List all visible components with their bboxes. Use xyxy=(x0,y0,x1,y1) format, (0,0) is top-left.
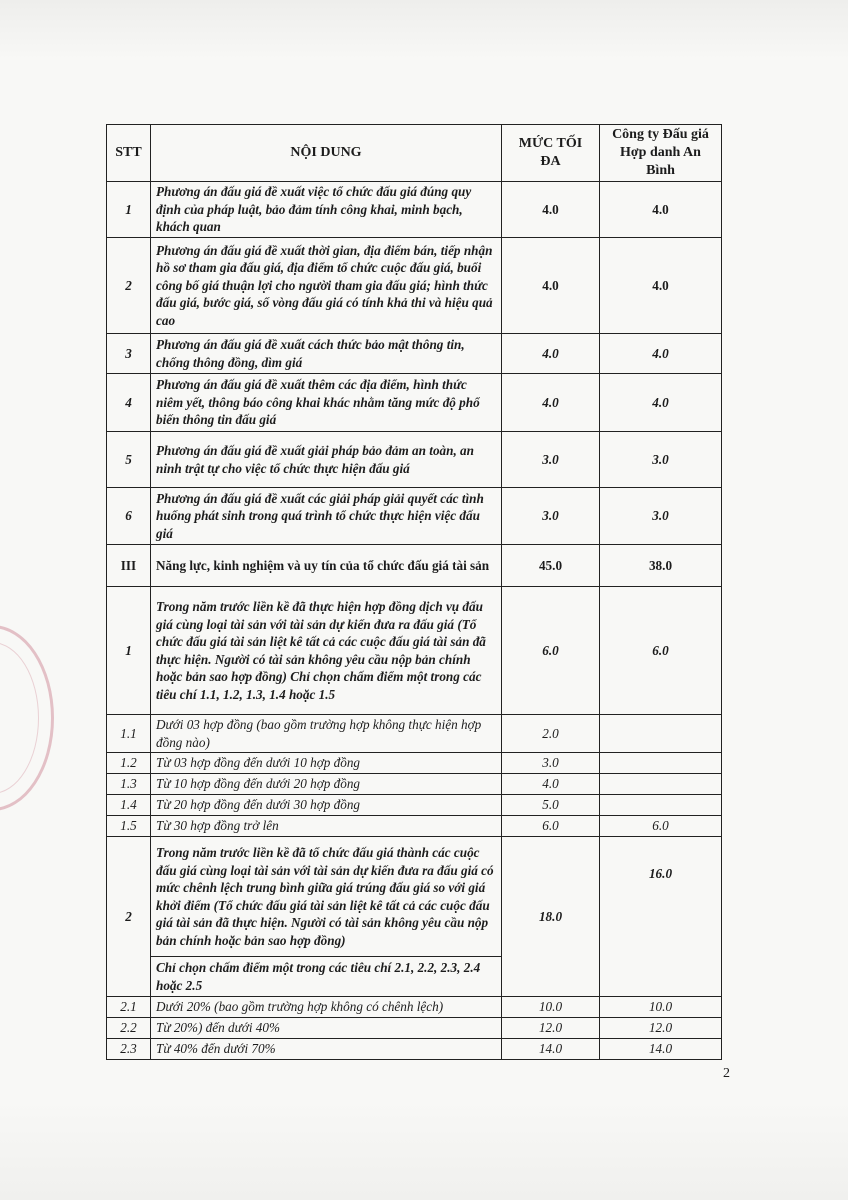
row-content: Phương án đấu giá đề xuất giải pháp bảo đảm an toàn, an ninh trật tự cho việc tổ chức thực hiện đấu giá xyxy=(151,432,502,488)
row-max: 3.0 xyxy=(502,488,600,545)
row-stt: 1.2 xyxy=(107,753,151,774)
row-score: 4.0 xyxy=(600,334,722,374)
row-max: 2.0 xyxy=(502,715,600,753)
row-content: Phương án đấu giá đề xuất việc tổ chức đấu giá đúng quy định của pháp luật, bảo đảm tính công khai, minh bạch, khách quan xyxy=(151,182,502,238)
row-content: Năng lực, kinh nghiệm và uy tín của tổ chức đấu giá tài sản xyxy=(151,545,502,587)
table-row xyxy=(107,334,722,374)
row-content: Từ 30 hợp đồng trở lên xyxy=(151,816,502,837)
row-max: 4.0 xyxy=(502,374,600,432)
table-row xyxy=(107,816,722,837)
row-content: Dưới 20% (bao gồm trường hợp không có chênh lệch) xyxy=(151,997,502,1018)
scoring-table xyxy=(106,124,722,1060)
row-score: 16.0 xyxy=(600,837,722,997)
table-header-row xyxy=(107,125,722,182)
row-score xyxy=(600,715,722,753)
header-company: Công ty Đấu giá Hợp danh An Bình xyxy=(600,125,722,182)
row-stt: 2 xyxy=(107,837,151,997)
row-stt: 1.1 xyxy=(107,715,151,753)
table-row xyxy=(107,774,722,795)
row-content: Trong năm trước liền kề đã tổ chức đấu giá thành các cuộc đấu giá cùng loại tài sản với tài sản dự kiến đưa ra đấu giá có mức chênh lệch trung bình giữa giá trúng đấu giá so với giá khởi điểm (Tổ chức đấu giá tài sản liệt kê tất cả các cuộc đấu giá tài sản đã thực hiện. Người có tài sản không yêu cầu nộp bản chính hoặc bản sao hợp đồng) xyxy=(151,837,502,957)
row-score: 38.0 xyxy=(600,545,722,587)
header-stt: STT xyxy=(107,125,151,182)
row-stt: 1.5 xyxy=(107,816,151,837)
row-stt: 1.4 xyxy=(107,795,151,816)
section-row-III xyxy=(107,545,722,587)
table-row xyxy=(107,753,722,774)
row-max: 4.0 xyxy=(502,334,600,374)
table-row xyxy=(107,488,722,545)
table-row xyxy=(107,715,722,753)
row-stt: 5 xyxy=(107,432,151,488)
table-row xyxy=(107,587,722,715)
row-content: Phương án đấu giá đề xuất thời gian, địa điểm bán, tiếp nhận hồ sơ tham gia đấu giá, địa điểm tổ chức cuộc đấu giá, buổi công bố giá thuận lợi cho người tham gia đấu giá; hình thức đấu giá, bước giá, số vòng đấu giá có tính khả thi và hiệu quả cao xyxy=(151,238,502,334)
row-score: 4.0 xyxy=(600,238,722,334)
row-content: Từ 40% đến dưới 70% xyxy=(151,1039,502,1060)
row-content: Phương án đấu giá đề xuất cách thức bảo mật thông tin, chống thông đồng, dìm giá xyxy=(151,334,502,374)
row-max: 6.0 xyxy=(502,587,600,715)
row-max: 45.0 xyxy=(502,545,600,587)
row-stt: 2.2 xyxy=(107,1018,151,1039)
row-score: 12.0 xyxy=(600,1018,722,1039)
table-row xyxy=(107,997,722,1018)
row-max: 4.0 xyxy=(502,182,600,238)
row-max: 6.0 xyxy=(502,816,600,837)
row-stt: 3 xyxy=(107,334,151,374)
table-row xyxy=(107,1018,722,1039)
row-score: 6.0 xyxy=(600,816,722,837)
row-stt: 2 xyxy=(107,238,151,334)
row-stt: 1 xyxy=(107,182,151,238)
row-content: Phương án đấu giá đề xuất thêm các địa điểm, hình thức niêm yết, thông báo công khai khác nhằm tăng mức độ phổ biến thông tin đấu giá xyxy=(151,374,502,432)
row-stt: 2.1 xyxy=(107,997,151,1018)
row-max: 4.0 xyxy=(502,774,600,795)
row-score: 4.0 xyxy=(600,374,722,432)
row-stt: III xyxy=(107,545,151,587)
row-max: 18.0 xyxy=(502,837,600,997)
row-score: 6.0 xyxy=(600,587,722,715)
table-row xyxy=(107,238,722,334)
row-score: 3.0 xyxy=(600,432,722,488)
page-number: 2 xyxy=(723,1066,730,1081)
row-score: 3.0 xyxy=(600,488,722,545)
row-stt: 4 xyxy=(107,374,151,432)
row-stt: 1.3 xyxy=(107,774,151,795)
row-max: 5.0 xyxy=(502,795,600,816)
row-max: 10.0 xyxy=(502,997,600,1018)
row-max: 3.0 xyxy=(502,432,600,488)
header-max: MỨC TỐI ĐA xyxy=(502,125,600,182)
row-content-note: Chỉ chọn chấm điểm một trong các tiêu chí 2.1, 2.2, 2.3, 2.4 hoặc 2.5 xyxy=(151,957,502,997)
table-row xyxy=(107,837,722,957)
row-score xyxy=(600,753,722,774)
row-score: 14.0 xyxy=(600,1039,722,1060)
row-score xyxy=(600,774,722,795)
table-row xyxy=(107,795,722,816)
row-max: 3.0 xyxy=(502,753,600,774)
row-score: 4.0 xyxy=(600,182,722,238)
row-content: Từ 20 hợp đồng đến dưới 30 hợp đồng xyxy=(151,795,502,816)
row-content: Từ 10 hợp đồng đến dưới 20 hợp đồng xyxy=(151,774,502,795)
row-max: 12.0 xyxy=(502,1018,600,1039)
table-row xyxy=(107,432,722,488)
row-score xyxy=(600,795,722,816)
row-stt: 2.3 xyxy=(107,1039,151,1060)
row-content: Phương án đấu giá đề xuất các giải pháp giải quyết các tình huống phát sinh trong quá trình tổ chức thực hiện việc đấu giá xyxy=(151,488,502,545)
header-content: NỘI DUNG xyxy=(151,125,502,182)
table-row xyxy=(107,182,722,238)
row-score: 10.0 xyxy=(600,997,722,1018)
row-stt: 1 xyxy=(107,587,151,715)
row-content: Từ 03 hợp đồng đến dưới 10 hợp đồng xyxy=(151,753,502,774)
row-content: Trong năm trước liền kề đã thực hiện hợp đồng dịch vụ đấu giá cùng loại tài sản với tài sản dự kiến đưa ra đấu giá (Tổ chức đấu giá tài sản liệt kê tất cả các cuộc đấu giá tài sản đã thực hiện. Người có tài sản không yêu cầu nộp bản chính hoặc bản sao hợp đồng) Chỉ chọn chấm điểm một trong các tiêu chí 1.1, 1.2, 1.3, 1.4 hoặc 1.5 xyxy=(151,587,502,715)
row-content: Dưới 03 hợp đồng (bao gồm trường hợp không thực hiện hợp đồng nào) xyxy=(151,715,502,753)
row-content: Từ 20%) đến dưới 40% xyxy=(151,1018,502,1039)
row-max: 4.0 xyxy=(502,238,600,334)
table-row xyxy=(107,1039,722,1060)
row-stt: 6 xyxy=(107,488,151,545)
table-row xyxy=(107,374,722,432)
row-max: 14.0 xyxy=(502,1039,600,1060)
